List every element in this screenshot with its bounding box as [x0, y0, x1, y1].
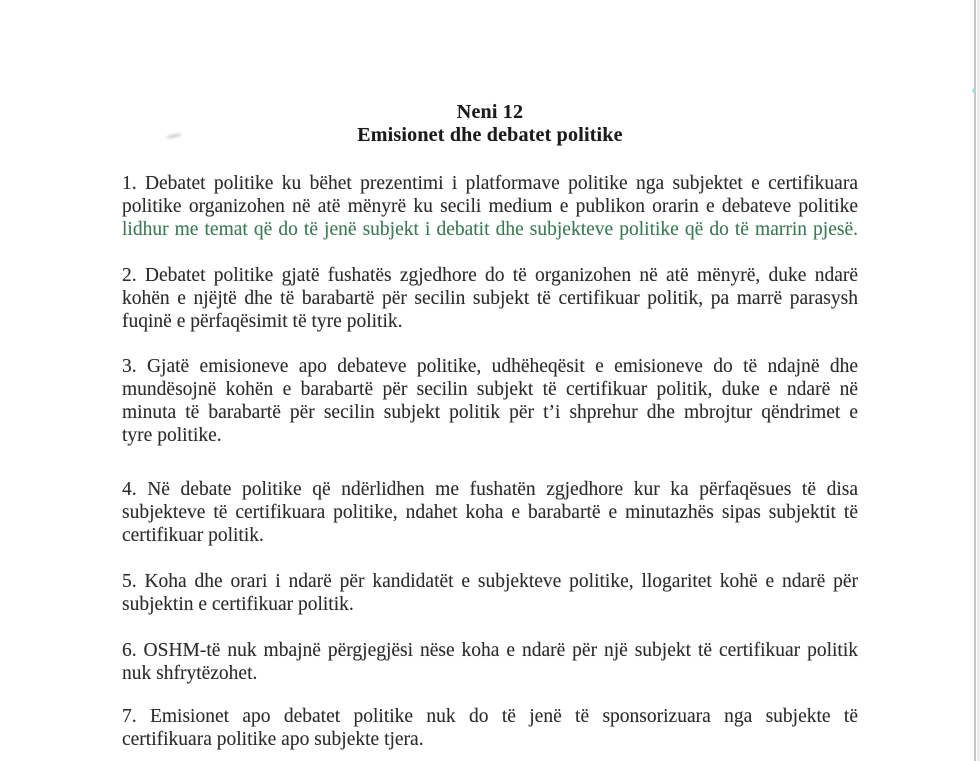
text-line: minuta të barabartë për secilin subjekt politik për t’i shprehur dhe mbrojtur qëndrimet e	[122, 402, 858, 423]
scan-speck	[972, 88, 976, 93]
text-line: 7. Emisionet apo debatet politike nuk do të jenë të sponsorizuara nga subjekte të	[122, 706, 858, 727]
text-line: certifikuar politik.	[122, 525, 264, 546]
paragraph-7	[122, 705, 858, 751]
text-line: fuqinë e përfaqësimit të tyre politik.	[122, 311, 403, 332]
scan-edge-line	[974, 0, 976, 761]
text-line: subjekteve të certifikuara politike, ndahet koha e barabartë e minutazhës sipas subjektit të	[122, 502, 858, 523]
text-line: kohën e njëjtë dhe të barabartë për secilin subjekt të certifikuar politik, pa marrë parasysh	[122, 288, 858, 309]
paragraph-6	[122, 639, 858, 685]
text-line: 4. Në debate politike që ndërlidhen me fushatën zgjedhore kur ka përfaqësues të disa	[122, 479, 858, 500]
text-line: 6. OSHM-të nuk mbajnë përgjegjësi nëse koha e ndarë për një subjekt të certifikuar politik	[122, 640, 858, 661]
paragraph-5	[122, 570, 858, 616]
text-line: 3. Gjatë emisioneve apo debateve politike, udhëheqësit e emisioneve do të ndajnë dhe	[122, 356, 858, 377]
document-title-article-number: Neni 12	[456, 101, 524, 123]
text-line: nuk shfrytëzohet.	[122, 663, 258, 684]
text-line: 2. Debatet politike gjatë fushatës zgjedhore do të organizohen në atë mënyrë, duke ndarë	[122, 265, 858, 286]
text-line-green-scan-artifact: lidhur me temat që do të jenë subjekt i debatit dhe subjekteve politike që do të marrin pjesë.	[122, 219, 858, 240]
text-line: tyre politike.	[122, 425, 222, 446]
text-line: mundësojnë kohën e barabartë për secilin subjekt të certifikuar politik, duke e ndarë në	[122, 379, 858, 400]
paragraph-4	[122, 478, 858, 547]
document-title-subject: Emisionet dhe debatet politike	[357, 124, 623, 146]
paragraph-1	[122, 172, 858, 241]
text-line: politike organizohen në atë mënyrë ku secili medium e publikon orarin e debateve politike	[122, 196, 858, 217]
paragraph-2	[122, 264, 858, 333]
paragraph-3	[122, 355, 858, 447]
text-line: subjektin e certifikuar politik.	[122, 594, 354, 615]
text-line: 1. Debatet politike ku bëhet prezentimi i platformave politike nga subjektet e certifikuara	[122, 173, 858, 194]
text-line: certifikuara politike apo subjekte tjera.	[122, 729, 424, 750]
text-line: 5. Koha dhe orari i ndarë për kandidatët e subjekteve politike, llogaritet kohë e ndarë për	[122, 571, 858, 592]
